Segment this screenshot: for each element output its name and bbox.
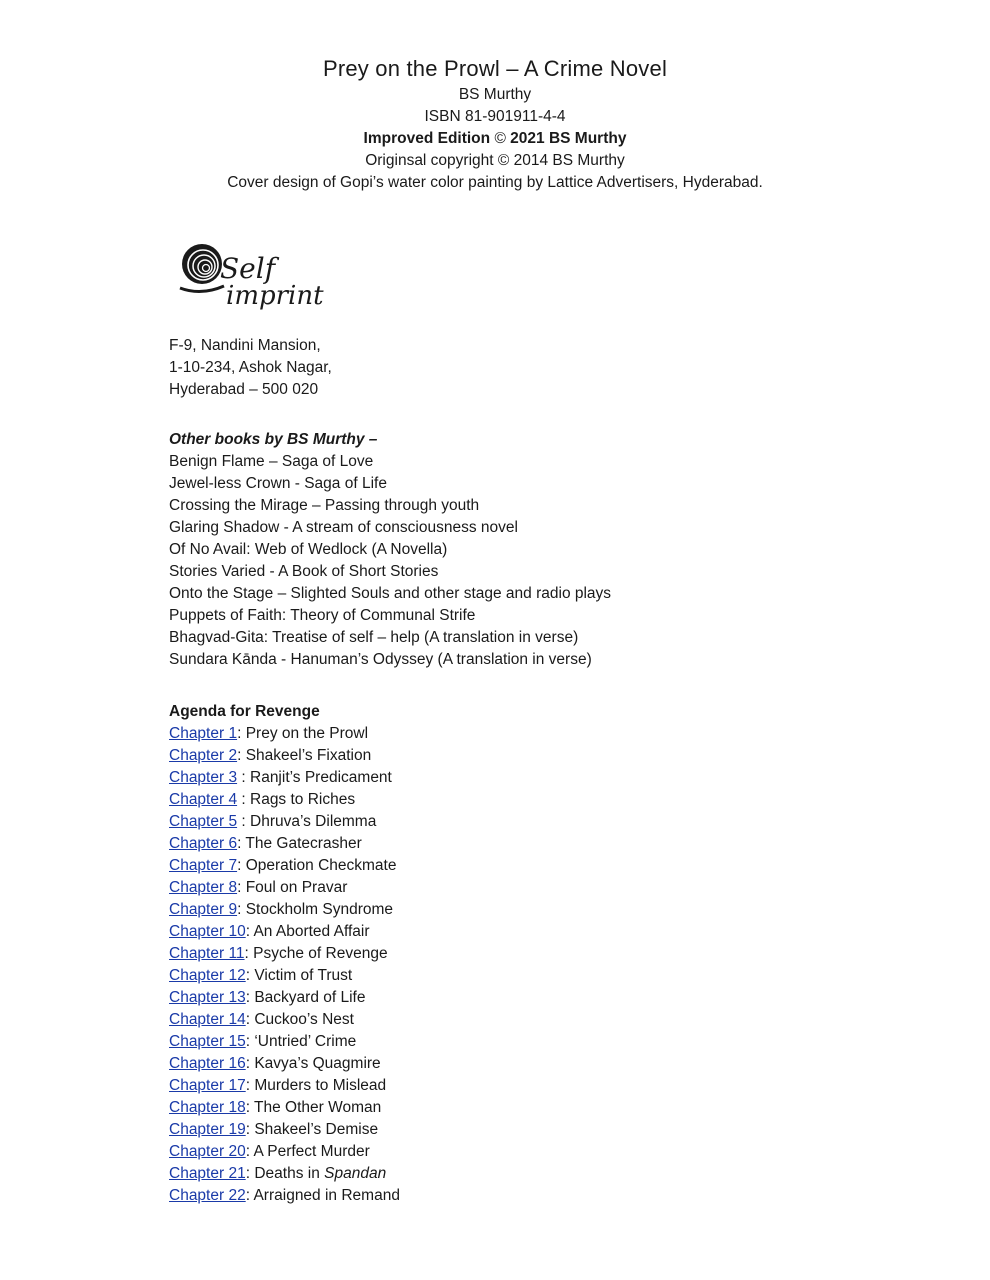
- toc-separator: :: [245, 923, 254, 940]
- toc-separator: :: [237, 835, 246, 852]
- book-item: Benign Flame – Saga of Love: [169, 453, 374, 470]
- chapter-2-link[interactable]: Chapter 2: [169, 747, 238, 764]
- toc-entry-4: [169, 789, 869, 811]
- toc-separator: :: [237, 879, 246, 896]
- chapter-title: ‘Untried’ Crime: [254, 1033, 357, 1050]
- toc-entry-12: [169, 965, 869, 987]
- cover-design-line: Cover design of Gopi’s water color painting by Lattice Advertisers, Hyderabad.: [227, 174, 763, 191]
- toc-entry-13: [169, 987, 869, 1009]
- toc-separator: :: [237, 769, 250, 786]
- toc-separator: :: [237, 747, 246, 764]
- book-item: Of No Avail: Web of Wedlock (A Novella): [169, 541, 448, 558]
- chapter-14-link[interactable]: Chapter 14: [169, 1011, 246, 1028]
- toc-entry-6: [169, 833, 869, 855]
- toc-separator: :: [237, 725, 246, 742]
- toc-entry-3: [169, 767, 869, 789]
- book-item: Onto the Stage – Slighted Souls and other stage and radio plays: [169, 585, 612, 602]
- book-item: Jewel-less Crown - Saga of Life: [169, 475, 387, 492]
- chapter-11-link[interactable]: Chapter 11: [169, 945, 245, 962]
- edition-suffix: 2021 BS Murthy: [505, 130, 627, 147]
- book-item: Bhagvad-Gita: Treatise of self – help (A translation in verse): [169, 629, 579, 646]
- toc-entry-16: [169, 1053, 869, 1075]
- toc-separator: :: [237, 901, 246, 918]
- chapter-title: An Aborted Affair: [253, 923, 370, 940]
- chapter-title: Backyard of Life: [254, 989, 366, 1006]
- other-books-section: [169, 429, 869, 671]
- chapter-3-link[interactable]: Chapter 3: [169, 769, 238, 786]
- chapter-4-link[interactable]: Chapter 4: [169, 791, 238, 808]
- chapter-title: Murders to Mislead: [254, 1077, 387, 1094]
- toc-entry-2: [169, 745, 869, 767]
- chapter-title: Foul on Pravar: [245, 879, 348, 896]
- copyright-symbol: ©: [494, 130, 506, 147]
- chapter-21-link[interactable]: Chapter 21: [169, 1165, 246, 1182]
- chapter-title-italic: Spandan: [324, 1165, 387, 1182]
- toc-entry-8: [169, 877, 869, 899]
- toc-separator: :: [245, 967, 255, 984]
- address-line: 1-10-234, Ashok Nagar,: [169, 359, 332, 376]
- toc-separator: :: [245, 1011, 255, 1028]
- chapter-title: Ranjit’s Predicament: [250, 769, 392, 786]
- toc-entry-9: [169, 899, 869, 921]
- toc-separator: :: [245, 1121, 255, 1138]
- chapter-10-link[interactable]: Chapter 10: [169, 923, 246, 940]
- book-item: Crossing the Mirage – Passing through youth: [169, 497, 480, 514]
- chapter-title: A Perfect Murder: [253, 1143, 370, 1160]
- chapter-title: Operation Checkmate: [245, 857, 397, 874]
- chapter-17-link[interactable]: Chapter 17: [169, 1077, 246, 1094]
- toc-entry-10: [169, 921, 869, 943]
- toc-separator: :: [245, 1033, 255, 1050]
- toc-entry-19: [169, 1119, 869, 1141]
- chapter-title: Shakeel’s Fixation: [245, 747, 372, 764]
- chapter-title: Rags to Riches: [250, 791, 356, 808]
- other-books-heading: Other books by BS Murthy –: [169, 431, 378, 448]
- toc-entry-17: [169, 1075, 869, 1097]
- chapter-title: Kavya’s Quagmire: [254, 1055, 381, 1072]
- chapter-title: Victim of Trust: [254, 967, 353, 984]
- edition-line: [0, 128, 990, 150]
- table-of-contents: [169, 701, 869, 1207]
- toc-entry-20: [169, 1141, 869, 1163]
- chapter-1-link[interactable]: Chapter 1: [169, 725, 238, 742]
- toc-heading: Agenda for Revenge: [169, 703, 320, 720]
- chapter-15-link[interactable]: Chapter 15: [169, 1033, 246, 1050]
- chapter-16-link[interactable]: Chapter 16: [169, 1055, 246, 1072]
- toc-separator: :: [237, 857, 246, 874]
- chapter-title: Psyche of Revenge: [253, 945, 388, 962]
- toc-entry-18: [169, 1097, 869, 1119]
- book-item: Glaring Shadow - A stream of consciousness novel: [169, 519, 518, 536]
- toc-separator: :: [237, 813, 250, 830]
- logo-text-self: Self: [220, 252, 276, 285]
- toc-entry-7: [169, 855, 869, 877]
- chapter-8-link[interactable]: Chapter 8: [169, 879, 238, 896]
- chapter-22-link[interactable]: Chapter 22: [169, 1187, 246, 1204]
- chapter-title: The Other Woman: [254, 1099, 382, 1116]
- chapter-12-link[interactable]: Chapter 12: [169, 967, 246, 984]
- chapter-title: Deaths in: [254, 1165, 325, 1182]
- book-item: Sundara Kānda - Hanuman’s Odyssey (A translation in verse): [169, 651, 592, 668]
- self-imprint-logo: [176, 238, 326, 324]
- chapter-title: Shakeel’s Demise: [254, 1121, 379, 1138]
- toc-separator: :: [244, 945, 254, 962]
- toc-entry-11: [169, 943, 869, 965]
- toc-entry-15: [169, 1031, 869, 1053]
- edition-prefix: Improved Edition: [363, 130, 495, 147]
- toc-entry-5: [169, 811, 869, 833]
- address-line: F-9, Nandini Mansion,: [169, 337, 321, 354]
- publisher-address: [169, 335, 869, 401]
- toc-separator: :: [245, 1077, 255, 1094]
- chapter-9-link[interactable]: Chapter 9: [169, 901, 238, 918]
- toc-separator: :: [237, 791, 250, 808]
- isbn-line: ISBN 81-901911-4-4: [424, 108, 566, 125]
- book-item: Puppets of Faith: Theory of Communal Strife: [169, 607, 476, 624]
- chapter-6-link[interactable]: Chapter 6: [169, 835, 238, 852]
- chapter-title: Arraigned in Remand: [253, 1187, 400, 1204]
- toc-entry-1: [169, 723, 869, 745]
- original-copyright-line: Originsal copyright © 2014 BS Murthy: [365, 152, 625, 169]
- toc-separator: :: [245, 1165, 255, 1182]
- chapter-title: Stockholm Syndrome: [245, 901, 394, 918]
- toc-separator: :: [245, 1187, 254, 1204]
- chapter-5-link[interactable]: Chapter 5: [169, 813, 238, 830]
- toc-separator: :: [245, 989, 255, 1006]
- toc-entry-14: [169, 1009, 869, 1031]
- title-block: [0, 54, 990, 194]
- logo-text-imprint: imprint: [226, 281, 324, 311]
- page-body: [169, 335, 869, 1207]
- chapter-13-link[interactable]: Chapter 13: [169, 989, 246, 1006]
- chapter-title: The Gatecrasher: [245, 835, 362, 852]
- chapter-title: Cuckoo’s Nest: [254, 1011, 354, 1028]
- book-item: Stories Varied - A Book of Short Stories: [169, 563, 439, 580]
- spiral-logo-icon: [180, 244, 224, 292]
- chapter-title: Dhruva’s Dilemma: [250, 813, 377, 830]
- chapter-7-link[interactable]: Chapter 7: [169, 857, 238, 874]
- chapter-18-link[interactable]: Chapter 18: [169, 1099, 246, 1116]
- chapter-19-link[interactable]: Chapter 19: [169, 1121, 246, 1138]
- toc-entry-21: [169, 1163, 869, 1185]
- toc-separator: :: [245, 1099, 255, 1116]
- toc-separator: :: [245, 1143, 254, 1160]
- chapter-title: Prey on the Prowl: [245, 725, 369, 742]
- book-title: Prey on the Prowl – A Crime Novel: [322, 56, 668, 81]
- author-line: BS Murthy: [458, 86, 532, 103]
- toc-separator: :: [245, 1055, 255, 1072]
- chapter-20-link[interactable]: Chapter 20: [169, 1143, 246, 1160]
- toc-entry-22: [169, 1185, 869, 1207]
- address-line: Hyderabad – 500 020: [169, 381, 319, 398]
